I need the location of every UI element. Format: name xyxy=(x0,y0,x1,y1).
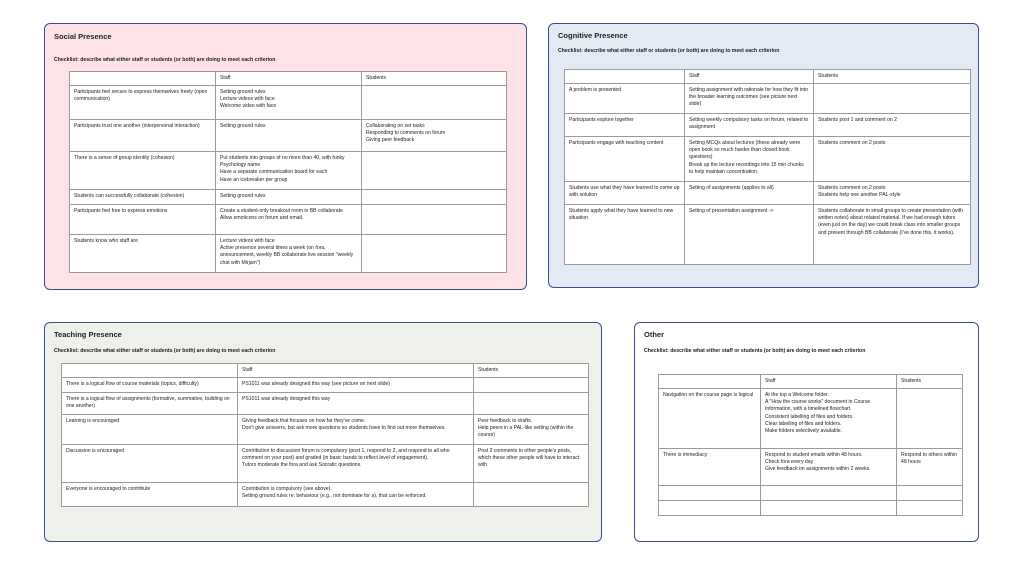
criterion-cell: There is a logical flow of assignments (formative, summative, building on one another) xyxy=(62,393,238,415)
students-cell: Post 2 comments to other people's posts, which these other people will have to interact with xyxy=(474,445,589,483)
staff-cell: Setting assignment with rationale for how they fit into the broader learning outcomes (see picture next slide) xyxy=(685,84,814,114)
students-cell xyxy=(814,84,971,114)
table-row xyxy=(659,501,963,516)
table-row xyxy=(659,389,963,449)
criterion-cell: Learning is encouraged xyxy=(62,415,238,445)
students-cell xyxy=(474,483,589,507)
criterion-cell: Participants feel free to express emotions xyxy=(70,205,216,235)
criterion-cell: A problem is presented xyxy=(565,84,685,114)
table-row xyxy=(565,114,971,137)
criterion-cell: There is immediacy xyxy=(659,449,761,486)
teaching-presence-panel xyxy=(44,322,602,542)
staff-cell: Setting of presentation assignment -> xyxy=(685,205,814,265)
table-row xyxy=(70,235,507,273)
criterion-cell: Participants trust one another (interpersonal interaction) xyxy=(70,120,216,152)
table-row xyxy=(62,483,589,507)
staff-cell: Contribution to discussion forum is compulsory (post 1, respond to 2, and respond to all who comment on your post) and graded (in basic bands to reflect level of engagement). Tutors moderate the fora and ask Socratic questions. xyxy=(238,445,474,483)
empty-cell xyxy=(761,486,897,501)
table-row xyxy=(70,152,507,190)
other-panel xyxy=(634,322,979,542)
students-cell xyxy=(474,393,589,415)
criterion-cell: Students use what they have learned to come up with solution xyxy=(565,182,685,205)
criterion-cell: There is a sense of group identity (cohesion) xyxy=(70,152,216,190)
table-row xyxy=(62,415,589,445)
checklist-table xyxy=(61,363,589,507)
table-row xyxy=(70,190,507,205)
criterion-cell: Students know who staff are xyxy=(70,235,216,273)
panel-title: Social Presence xyxy=(54,32,112,41)
criterion-cell: Students apply what they have learned to new situation xyxy=(565,205,685,265)
students-cell: Students comment on 2 posts Students help one another PAL-style xyxy=(814,182,971,205)
students-cell: Respond to others within 48 hours xyxy=(897,449,963,486)
criterion-cell: There is a logical flow of course materials (topics, difficulty) xyxy=(62,378,238,393)
criterion-cell: Participants feel secure to express themselves freely (open communication) xyxy=(70,86,216,120)
table-row xyxy=(659,486,963,501)
students-cell: Students collaborate in small groups to create presentation (with written notes) about related material. If we had enough tutors (even just on the day) we could break class into smaller groups and present through BB collaborate (I've done this, it works). xyxy=(814,205,971,265)
header-cell: Students xyxy=(897,375,963,389)
students-cell xyxy=(362,86,507,120)
criterion-cell: Everyone is encouraged to contribute xyxy=(62,483,238,507)
table-header-row xyxy=(565,70,971,84)
checklist-table xyxy=(658,374,963,516)
header-cell xyxy=(659,375,761,389)
table-header-row xyxy=(659,375,963,389)
staff-cell: PS1011 was already designed this way xyxy=(238,393,474,415)
students-cell xyxy=(897,389,963,449)
table-row xyxy=(565,205,971,265)
students-cell: Students comment on 2 posts xyxy=(814,137,971,182)
cognitive-presence-panel xyxy=(548,23,979,288)
criterion-cell: Participants explore together xyxy=(565,114,685,137)
panel-title: Other xyxy=(644,330,665,339)
staff-cell: At the top a Welcome folder. A "How the course works" document in Course Information, with a timelined flowchart. Consistent labelling of files and folders. Clear labelling of files and folders. Make folders selectively available. xyxy=(761,389,897,449)
staff-cell: Lecture videos with face Active presence several times a week (on fora, announcement, weekly BB collaborate live session "weekly chat with Mirjam") xyxy=(216,235,362,273)
criterion-cell: Discussion is encouraged xyxy=(62,445,238,483)
staff-cell: Create a student-only breakout room in BB collaborate Allow emoticons on forum and email. xyxy=(216,205,362,235)
staff-cell: Setting ground rules xyxy=(216,120,362,152)
students-cell: Collaborating on set tasks Responding to comments on forum Giving peer feedback xyxy=(362,120,507,152)
students-cell: Students post 1 and comment on 2 xyxy=(814,114,971,137)
empty-cell xyxy=(761,501,897,516)
header-cell: Staff xyxy=(216,72,362,86)
table-row xyxy=(70,205,507,235)
table-row xyxy=(62,445,589,483)
criterion-cell: Navigation on the course page is logical xyxy=(659,389,761,449)
header-cell: Staff xyxy=(238,364,474,378)
students-cell xyxy=(362,152,507,190)
table-row xyxy=(70,120,507,152)
header-cell: Students xyxy=(474,364,589,378)
panel-subtitle: Checklist: describe what either staff or students (or both) are doing to meet each criterion xyxy=(558,48,780,54)
header-cell xyxy=(70,72,216,86)
table-row xyxy=(62,393,589,415)
staff-cell: Contribution is compulsory (see above). Setting ground rules re: behaviour (e.g., not dominate for a), that can be enforced. xyxy=(238,483,474,507)
staff-cell: PS1011 was already designed this way (see picture on next slide) xyxy=(238,378,474,393)
table-row xyxy=(565,137,971,182)
empty-cell xyxy=(897,486,963,501)
empty-cell xyxy=(659,501,761,516)
table-row xyxy=(565,84,971,114)
students-cell: Peer feedback to drafts. Help peers in a PAL-like setting (within the course) xyxy=(474,415,589,445)
panel-subtitle: Checklist: describe what either staff or students (or both) are doing to meet each criterion xyxy=(644,348,866,354)
header-cell: Staff xyxy=(761,375,897,389)
table-row xyxy=(659,449,963,486)
staff-cell: Setting ground rules Lecture videos with face Welcome video with face xyxy=(216,86,362,120)
panel-subtitle: Checklist: describe what either staff or students (or both) are doing to meet each criterion xyxy=(54,348,276,354)
staff-cell: Setting MCQs about lectures (these already were open book so much harder than closed book questions) Break up the lecture recordings into 15 min chunks to help maintain concentration. xyxy=(685,137,814,182)
staff-cell: Setting ground rules xyxy=(216,190,362,205)
social-presence-panel xyxy=(44,23,527,290)
criterion-cell: Students can successfully collaborate (cohesion) xyxy=(70,190,216,205)
criterion-cell: Participants engage with teaching content xyxy=(565,137,685,182)
empty-cell xyxy=(659,486,761,501)
header-cell: Students xyxy=(814,70,971,84)
staff-cell: Giving feedback that focuses on how far they've come. Don't give answers, but ask more questions so students have to find out more themselves. xyxy=(238,415,474,445)
staff-cell: Put students into groups of no more than 40, with funky Psychology name Have a separate communication board for each Have an icebreaker per group xyxy=(216,152,362,190)
header-cell: Staff xyxy=(685,70,814,84)
staff-cell: Setting of assignments (applies to all) xyxy=(685,182,814,205)
header-cell xyxy=(62,364,238,378)
empty-cell xyxy=(897,501,963,516)
students-cell xyxy=(474,378,589,393)
header-cell xyxy=(565,70,685,84)
table-header-row xyxy=(70,72,507,86)
students-cell xyxy=(362,205,507,235)
panel-title: Cognitive Presence xyxy=(558,31,628,40)
staff-cell: Respond to student emails within 48 hours. Check fora every day Give feedback on assignments within 2 weeks. xyxy=(761,449,897,486)
staff-cell: Setting weekly compulsory tasks on forum, related to assignment xyxy=(685,114,814,137)
header-cell: Students xyxy=(362,72,507,86)
panel-subtitle: Checklist: describe what either staff or students (or both) are doing to meet each criterion xyxy=(54,57,276,63)
table-header-row xyxy=(62,364,589,378)
panel-title: Teaching Presence xyxy=(54,330,122,339)
table-row xyxy=(565,182,971,205)
students-cell xyxy=(362,235,507,273)
table-row xyxy=(70,86,507,120)
students-cell xyxy=(362,190,507,205)
checklist-table xyxy=(69,71,507,273)
checklist-table xyxy=(564,69,971,265)
table-row xyxy=(62,378,589,393)
